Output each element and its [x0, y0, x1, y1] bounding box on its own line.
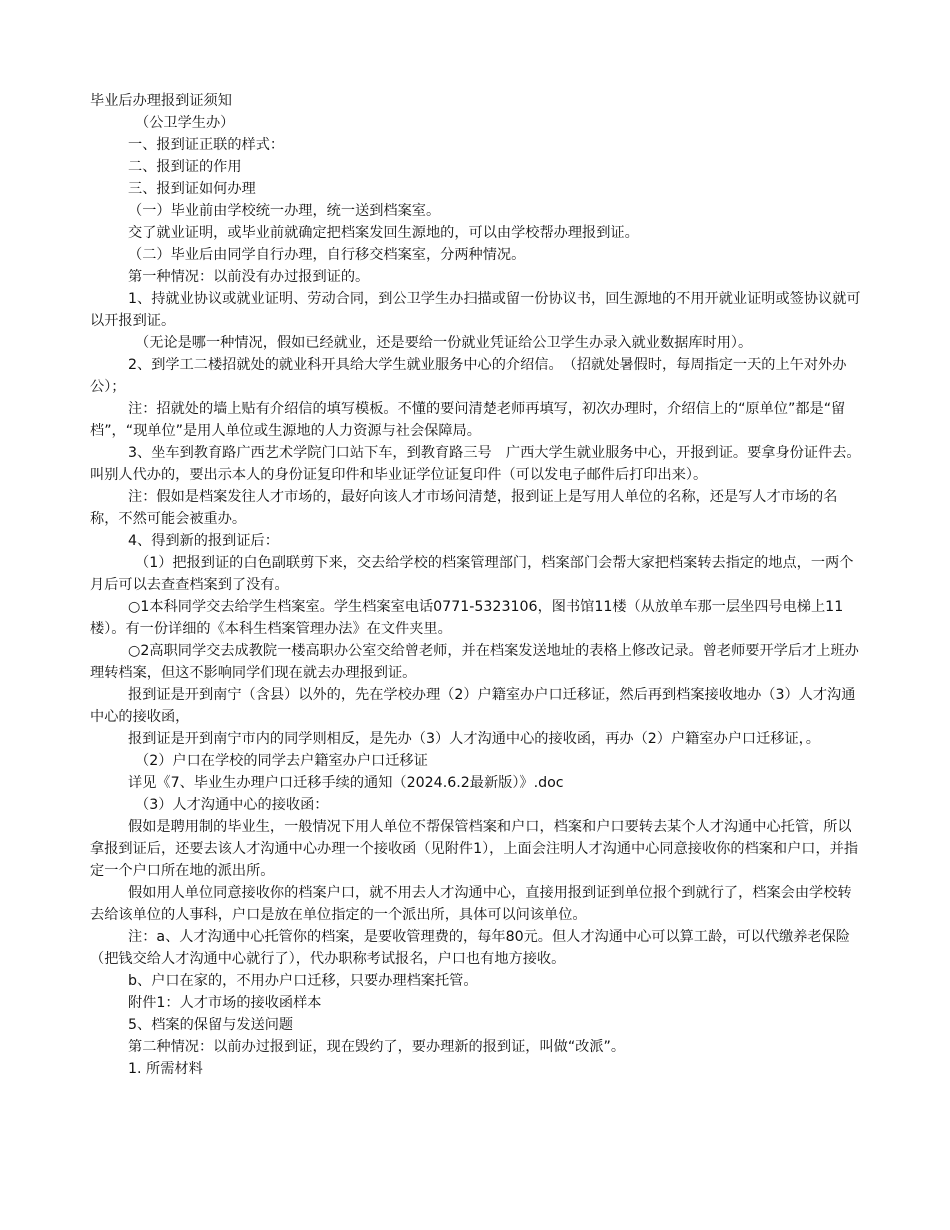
paragraph: 1、持就业协议或就业证明、劳动合同，到公卫学生办扫描或留一份协议书，回生源地的不用开就业证明或签协议就可以开报到证。 [90, 291, 861, 329]
paragraph: 注：招就处的墙上贴有介绍信的填写模板。不懂的要问清楚老师再填写，初次办理时，介绍信上的“原单位”都是“留档”，“现单位”是用人单位或生源地的人力资源与社会保障局。 [90, 401, 846, 439]
paragraph: 假如是聘用制的毕业生，一般情况下用人单位不帮保管档案和户口，档案和户口要转去某个人才沟通中心托管，所以拿报到证后，还要去该人才沟通中心办理一个接收函（见附件1），上面会注明人才沟通中心同意接收你的档案和户口，并指定一个户口所在地的派出所。 [90, 819, 859, 879]
paragraph: （二）毕业后由同学自行办理，自行移交档案室，分两种情况。 [128, 247, 526, 263]
paragraph-office: （公卫学生办） [135, 115, 235, 131]
paragraph: 附件1：人才市场的接收函样本 [128, 995, 322, 1011]
paragraph: 第一种情况：以前没有办过报到证的。 [128, 269, 370, 285]
paragraph: ○2高职同学交去成教院一楼高职办公室交给曾老师，并在档案发送地址的表格上修改记录。曾老师要开学后才上班办理转档案，但这不影响同学们现在就去办理报到证。 [90, 643, 859, 681]
paragraph: ○1本科同学交去给学生档案室。学生档案室电话0771-5323106，图书馆11楼（从放单车那一层坐四号电梯上11楼）。有一份详细的《本科生档案管理办法》在文件夹里。 [90, 599, 844, 637]
paragraph: 5、档案的保留与发送问题 [128, 1017, 294, 1033]
document-title: 毕业后办理报到证须知 [90, 93, 232, 109]
paragraph: 假如用人单位同意接收你的档案户口，就不用去人才沟通中心，直接用报到证到单位报个到就行了，档案会由学校转去给该单位的人事科，户口是放在单位指定的一个派出所，具体可以问该单位。 [90, 885, 852, 923]
paragraph: 交了就业证明，或毕业前就确定把档案发回生源地的，可以由学校帮办理报到证。 [128, 225, 639, 241]
paragraph-link: 详见《7、毕业生办理户口迁移手续的通知（2024.6.2最新版）》.doc [128, 775, 564, 791]
heading-section-3: 三、报到证如何办理 [128, 181, 256, 197]
paragraph: 报到证是开到南宁市内的同学则相反，是先办（3）人才沟通中心的接收函，再办（2）户籍室办户口迁移证，。 [128, 731, 820, 747]
paragraph: 注：a、人才沟通中心托管你的档案，是要收管理费的，每年80元。但人才沟通中心可以算工龄，可以代缴养老保险（把钱交给人才沟通中心就行了），代办职称考试报名，户口也有地方接收。 [90, 929, 850, 967]
paragraph: 第二种情况：以前办过报到证，现在毁约了，要办理新的报到证，叫做“改派”。 [128, 1039, 626, 1055]
paragraph: （2）户口在学校的同学去户籍室办户口迁移证 [135, 753, 428, 769]
paragraph: （3）人才沟通中心的接收函： [135, 797, 329, 813]
paragraph: 2、到学工二楼招就处的就业科开具给大学生就业服务中心的介绍信。 （招就处暑假时，每周指定一天的上午对外办公）； [90, 357, 847, 395]
paragraph: 1. 所需材料 [128, 1061, 203, 1077]
paragraph: 注：假如是档案发往人才市场的，最好向该人才市场问清楚，报到证上是写用人单位的名称，还是写人才市场的名称，不然可能会被重办。 [90, 489, 838, 527]
paragraph: （一）毕业前由学校统一办理，统一送到档案室。 [128, 203, 441, 219]
heading-section-2: 二、报到证的作用 [128, 159, 242, 175]
paragraph: 3、坐车到教育路广西艺术学院门口站下车，到教育路三号 广西大学生就业服务中心，开报到证。要拿身份证件去。叫别人代办的，要出示本人的身份证复印件和毕业证学位证复印件（可以发电子邮件后打印出来）。 [90, 445, 861, 483]
paragraph: b、户口在家的，不用办户口迁移，只要办理档案托管。 [128, 973, 478, 989]
heading-section-1: 一、报到证正联的样式： [128, 137, 285, 153]
paragraph: 报到证是开到南宁（含县）以外的，先在学校办理（2）户籍室办户口迁移证，然后再到档案接收地办（3）人才沟通中心的接收函， [90, 687, 856, 725]
paragraph: （无论是哪一种情况，假如已经就业，还是要给一份就业凭证给公卫学生办录入就业数据库时用）。 [135, 335, 753, 351]
paragraph: 4、得到新的报到证后： [128, 533, 279, 549]
paragraph: （1）把报到证的白色副联剪下来，交去给学校的档案管理部门，档案部门会帮大家把档案转去指定的地点，一两个月后可以去查查档案到了没有。 [90, 555, 854, 593]
document-page [90, 90, 865, 1080]
